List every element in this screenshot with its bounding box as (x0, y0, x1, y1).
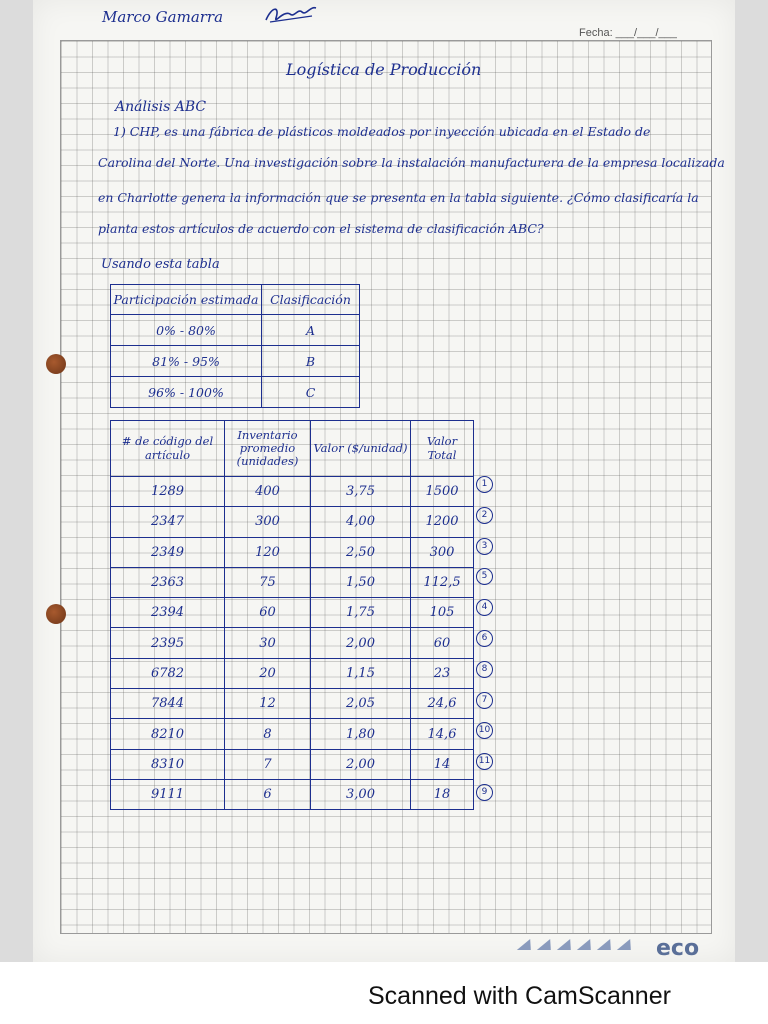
rank-circle: 8 (476, 661, 493, 678)
date-field: Fecha: ___/___/___ (579, 27, 677, 39)
class-letter: C (262, 377, 360, 408)
binder-hole-top (46, 354, 66, 374)
eco-logo: eco (656, 936, 700, 961)
total-value: 23 (411, 658, 474, 688)
rank-circle: 1 (476, 476, 493, 493)
rank-circle: 9 (476, 784, 493, 801)
total-value: 14 (411, 749, 474, 779)
unit-value: 1,50 (311, 567, 411, 597)
item-row (111, 598, 474, 628)
binder-hole-bottom (46, 604, 66, 624)
problem-line-4: planta estos artículos de acuerdo con el sistema de clasificación ABC? (98, 221, 544, 236)
avg-inventory: 8 (225, 719, 311, 749)
item-row (111, 658, 474, 688)
rank-circle: 5 (476, 568, 493, 585)
item-code: 7844 (111, 689, 225, 719)
avg-inventory: 120 (225, 537, 311, 567)
avg-inventory: 6 (225, 779, 311, 809)
problem-line-2: Carolina del Norte. Una investigación sobre la instalación manufacturera de la empresa localizada (98, 155, 725, 170)
avg-inventory: 300 (225, 507, 311, 537)
unit-value: 2,50 (311, 537, 411, 567)
class-letter: B (262, 346, 360, 377)
classification-table (110, 284, 360, 408)
rank-circle: 6 (476, 630, 493, 647)
problem-line-3: en Charlotte genera la información que se presenta en la tabla siguiente. ¿Cómo clasificaría la (98, 190, 699, 205)
classification-row (111, 377, 360, 408)
intro-text: Usando esta tabla (101, 257, 220, 272)
rank-circle: 3 (476, 538, 493, 555)
unit-value: 2,05 (311, 689, 411, 719)
rank-circle: 11 (476, 753, 493, 770)
classification-header-row (111, 285, 360, 315)
item-code: 1289 (111, 477, 225, 507)
section-title: Análisis ABC (115, 99, 207, 115)
item-code: 2394 (111, 598, 225, 628)
unit-value: 4,00 (311, 507, 411, 537)
avg-inventory: 20 (225, 658, 311, 688)
header-total-value: Valor Total (411, 421, 474, 477)
item-row (111, 749, 474, 779)
unit-value: 2,00 (311, 749, 411, 779)
signature (262, 2, 322, 28)
header-classification: Clasificación (262, 285, 360, 315)
item-row (111, 477, 474, 507)
item-row (111, 507, 474, 537)
total-value: 24,6 (411, 689, 474, 719)
item-code: 9111 (111, 779, 225, 809)
items-table (110, 420, 474, 810)
rank-circle: 4 (476, 599, 493, 616)
item-code: 8310 (111, 749, 225, 779)
total-value: 18 (411, 779, 474, 809)
problem-line-1: 1) CHP, es una fábrica de plásticos moldeados por inyección ubicada en el Estado de (113, 124, 651, 139)
header-unit-value: Valor ($/unidad) (311, 421, 411, 477)
unit-value: 1,15 (311, 658, 411, 688)
unit-value: 1,80 (311, 719, 411, 749)
total-value: 1500 (411, 477, 474, 507)
avg-inventory: 400 (225, 477, 311, 507)
total-value: 60 (411, 628, 474, 658)
total-value: 1200 (411, 507, 474, 537)
avg-inventory: 12 (225, 689, 311, 719)
item-code: 2395 (111, 628, 225, 658)
item-row (111, 779, 474, 809)
participation-range: 96% - 100% (111, 377, 262, 408)
item-code: 6782 (111, 658, 225, 688)
participation-range: 0% - 80% (111, 315, 262, 346)
classification-row (111, 346, 360, 377)
unit-value: 3,00 (311, 779, 411, 809)
rank-circle: 7 (476, 692, 493, 709)
avg-inventory: 75 (225, 567, 311, 597)
total-value: 105 (411, 598, 474, 628)
total-value: 300 (411, 537, 474, 567)
scanner-watermark: Scanned with CamScanner (368, 982, 671, 1010)
item-row (111, 628, 474, 658)
total-value: 112,5 (411, 567, 474, 597)
header-avg-inventory: Inventario promedio (unidades) (225, 421, 311, 477)
rank-circle: 10 (476, 722, 493, 739)
item-row (111, 567, 474, 597)
unit-value: 2,00 (311, 628, 411, 658)
classification-row (111, 315, 360, 346)
avg-inventory: 30 (225, 628, 311, 658)
student-name: Marco Gamarra (102, 8, 224, 26)
avg-inventory: 60 (225, 598, 311, 628)
item-row (111, 689, 474, 719)
class-letter: A (262, 315, 360, 346)
header-participation: Participación estimada (111, 285, 262, 315)
unit-value: 1,75 (311, 598, 411, 628)
rank-circle: 2 (476, 507, 493, 524)
item-code: 2363 (111, 567, 225, 597)
item-row (111, 719, 474, 749)
page-title: Logística de Producción (286, 60, 482, 79)
items-header-row (111, 421, 474, 477)
item-row (111, 537, 474, 567)
item-code: 2349 (111, 537, 225, 567)
avg-inventory: 7 (225, 749, 311, 779)
total-value: 14,6 (411, 719, 474, 749)
header-item-code: # de código del artículo (111, 421, 225, 477)
unit-value: 3,75 (311, 477, 411, 507)
item-code: 2347 (111, 507, 225, 537)
item-code: 8210 (111, 719, 225, 749)
participation-range: 81% - 95% (111, 346, 262, 377)
